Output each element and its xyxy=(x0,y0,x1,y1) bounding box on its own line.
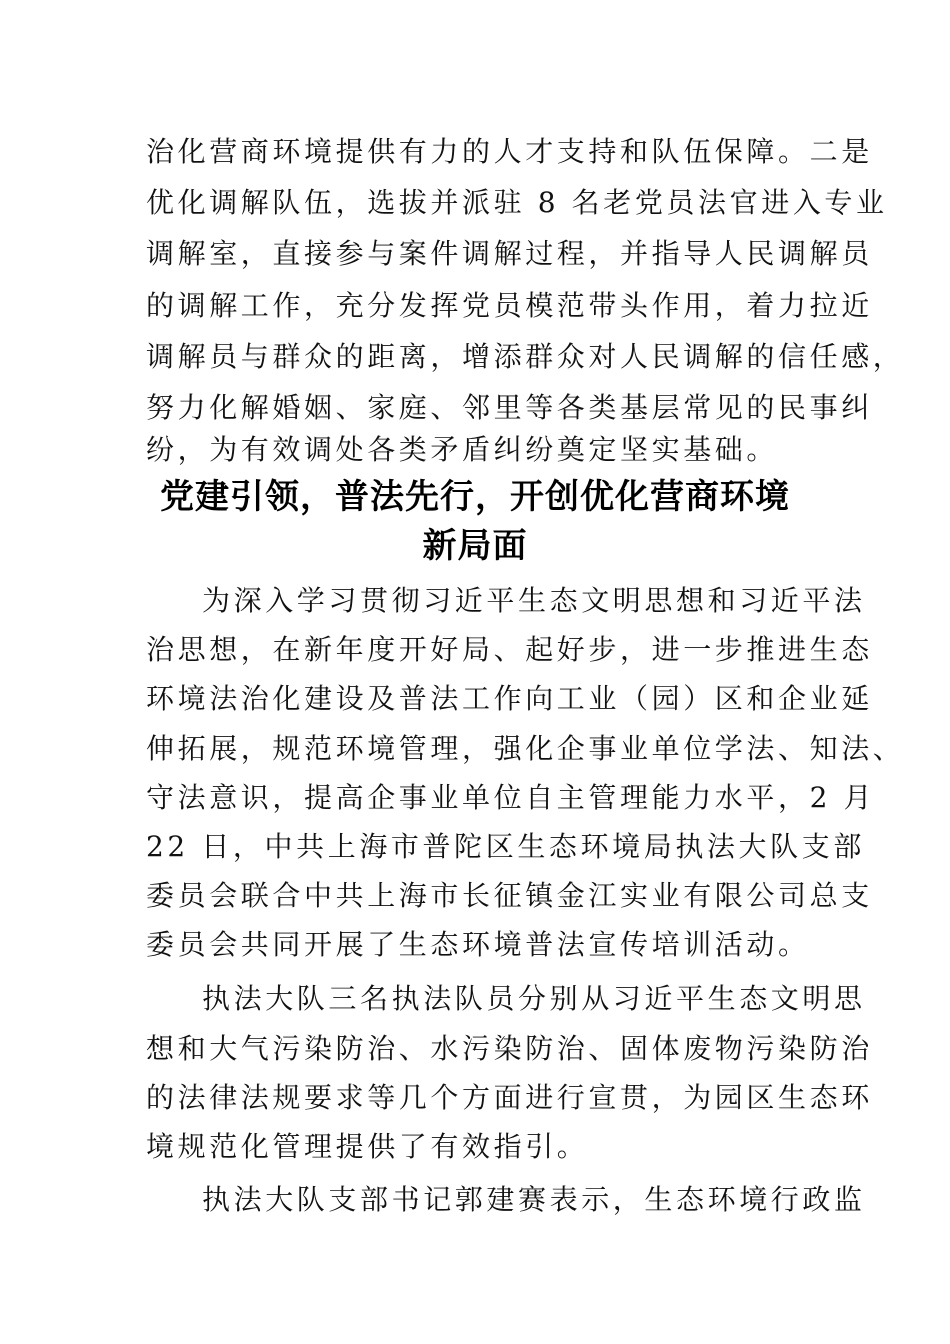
paragraph1-line-2: 优化调解队伍，选拔并派驻 8 名老党员法官进入专业 xyxy=(146,186,888,219)
paragraph1-line-5: 调解员与群众的距离，增添群众对人民调解的信任感， xyxy=(146,340,905,373)
paragraph3-line-1: 执法大队三名执法队员分别从习近平生态文明思 xyxy=(202,982,866,1015)
paragraph1-line-6: 努力化解婚姻、家庭、邻里等各类基层常见的民事纠 xyxy=(146,391,873,424)
paragraph2-line-4: 伸拓展，规范环境管理，强化企事业单位学法、知法、 xyxy=(146,732,905,765)
paragraph1-line-1: 治化营商环境提供有力的人才支持和队伍保障。二是 xyxy=(146,135,873,168)
paragraph4-line-1: 执法大队支部书记郭建赛表示，生态环境行政监 xyxy=(202,1183,866,1216)
paragraph1-line-7: 纷，为有效调处各类矛盾纠纷奠定坚实基础。 xyxy=(146,433,779,466)
paragraph2-line-8: 委员会共同开展了生态环境普法宣传培训活动。 xyxy=(146,928,810,961)
paragraph3-line-3: 的法律法规要求等几个方面进行宣贯，为园区生态环 xyxy=(146,1081,873,1114)
paragraph2-line-3: 环境法治化建设及普法工作向工业（园）区和企业延 xyxy=(146,682,873,715)
paragraph2-line-6: 22 日，中共上海市普陀区生态环境局执法大队支部 xyxy=(146,830,865,863)
paragraph2-line-7: 委员会联合中共上海市长征镇金江实业有限公司总支 xyxy=(146,879,873,912)
section-heading-line-1: 党建引领，普法先行，开创优化营商环境 xyxy=(160,477,790,517)
section-heading-line-2: 新局面 xyxy=(422,526,528,566)
paragraph1-line-4: 的调解工作，充分发挥党员模范带头作用，着力拉近 xyxy=(146,289,873,322)
paragraph3-line-2: 想和大气污染防治、水污染防治、固体废物污染防治 xyxy=(146,1032,873,1065)
paragraph2-line-2: 治思想，在新年度开好局、起好步，进一步推进生态 xyxy=(146,633,873,666)
paragraph2-line-1: 为深入学习贯彻习近平生态文明思想和习近平法 xyxy=(202,584,866,617)
paragraph1-line-3: 调解室，直接参与案件调解过程，并指导人民调解员 xyxy=(146,237,873,270)
paragraph3-line-4: 境规范化管理提供了有效指引。 xyxy=(146,1130,589,1163)
paragraph2-line-5: 守法意识，提高企事业单位自主管理能力水平，2 月 xyxy=(146,781,876,814)
